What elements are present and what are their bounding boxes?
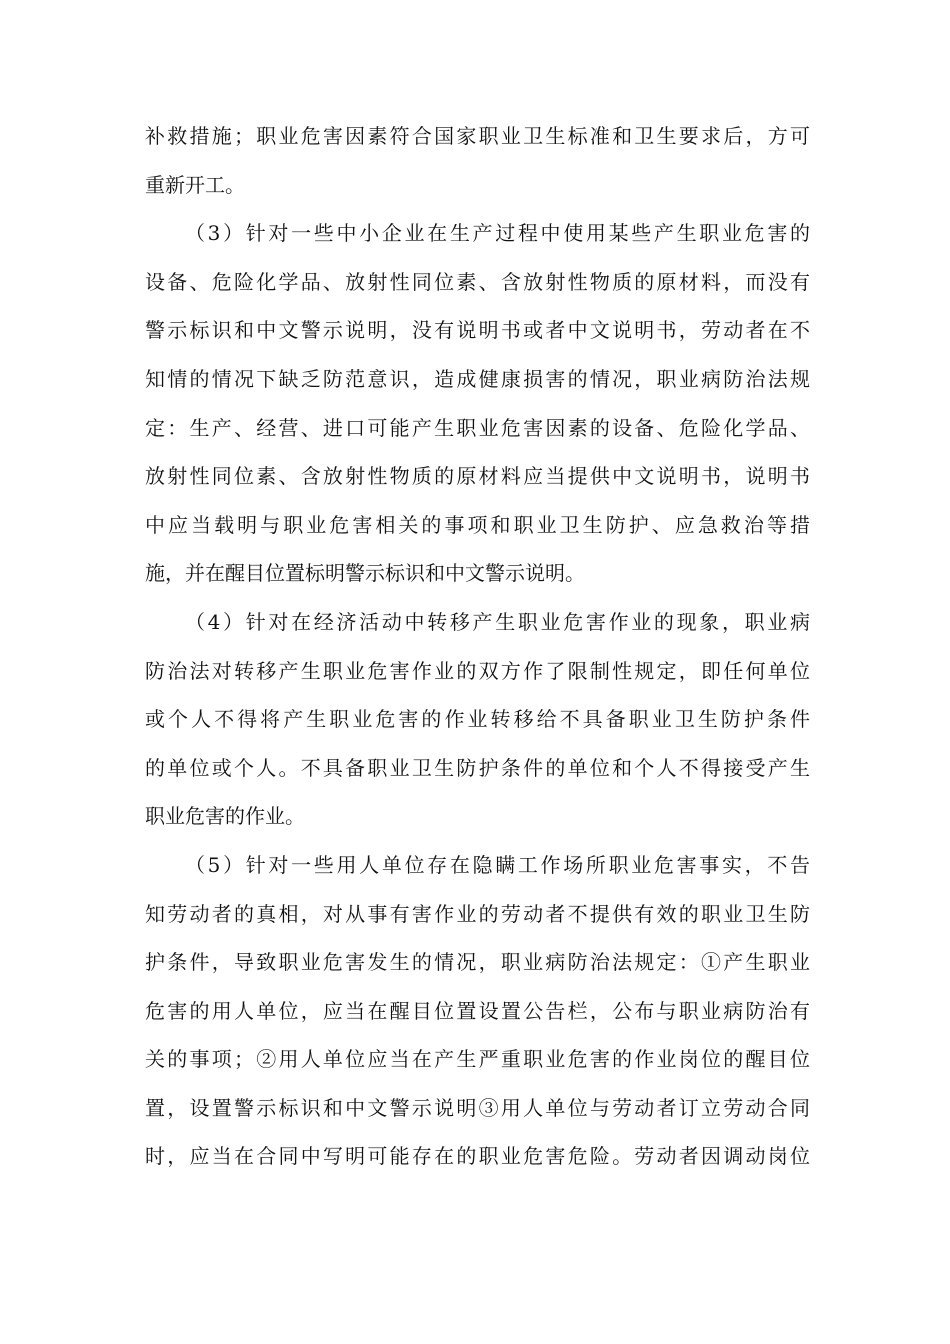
text-line: 职业危害的作业。 bbox=[145, 804, 305, 829]
text-line: 设备、危险化学品、放射性同位素、含放射性物质的原材料，而没有 bbox=[145, 269, 810, 294]
text-line: 知情的情况下缺乏防范意识，造成健康损害的情况，职业病防治法规 bbox=[145, 366, 810, 391]
text-line: 定：生产、经营、进口可能产生职业危害因素的设备、危险化学品、 bbox=[145, 415, 810, 440]
text-line: 知劳动者的真相，对从事有害作业的劳动者不提供有效的职业卫生防 bbox=[145, 901, 810, 926]
text-line: 施，并在醒目位置标明警示标识和中文警示说明。 bbox=[145, 561, 585, 586]
text-line: 或个人不得将产生职业危害的作业转移给不具备职业卫生防护条件 bbox=[145, 707, 810, 732]
text-line: 护条件，导致职业危害发生的情况，职业病防治法规定：①产生职业 bbox=[145, 950, 810, 975]
text-line: 危害的用人单位，应当在醒目位置设置公告栏，公布与职业病防治有 bbox=[145, 998, 810, 1023]
text-line: 警示标识和中文警示说明，没有说明书或者中文说明书，劳动者在不 bbox=[145, 318, 810, 343]
text-line: 置，设置警示标识和中文警示说明③用人单位与劳动者订立劳动合同 bbox=[145, 1095, 810, 1120]
text-line: 的单位或个人。不具备职业卫生防护条件的单位和个人不得接受产生 bbox=[145, 755, 810, 780]
body-text bbox=[145, 112, 810, 1181]
text-line: 时，应当在合同中写明可能存在的职业危害危险。劳动者因调动岗位 bbox=[145, 1144, 810, 1169]
text-line: 放射性同位素、含放射性物质的原材料应当提供中文说明书，说明书 bbox=[145, 464, 810, 489]
text-line: 重新开工。 bbox=[145, 172, 245, 197]
text-line: 关的事项；②用人单位应当在产生严重职业危害的作业岗位的醒目位 bbox=[145, 1047, 810, 1072]
text-line: 防治法对转移产生职业危害作业的双方作了限制性规定，即任何单位 bbox=[145, 658, 810, 683]
text-line: 中应当载明与职业危害相关的事项和职业卫生防护、应急救治等措 bbox=[145, 512, 810, 537]
paragraph-5-first-line: （5）针对一些用人单位存在隐瞒工作场所职业危害事实，不告 bbox=[185, 852, 810, 877]
text-line: 补救措施；职业危害因素符合国家职业卫生标准和卫生要求后，方可 bbox=[145, 124, 810, 148]
paragraph-4-first-line: （4）针对在经济活动中转移产生职业危害作业的现象，职业病 bbox=[185, 609, 810, 634]
paragraph-3-first-line: （3）针对一些中小企业在生产过程中使用某些产生职业危害的 bbox=[185, 221, 810, 246]
